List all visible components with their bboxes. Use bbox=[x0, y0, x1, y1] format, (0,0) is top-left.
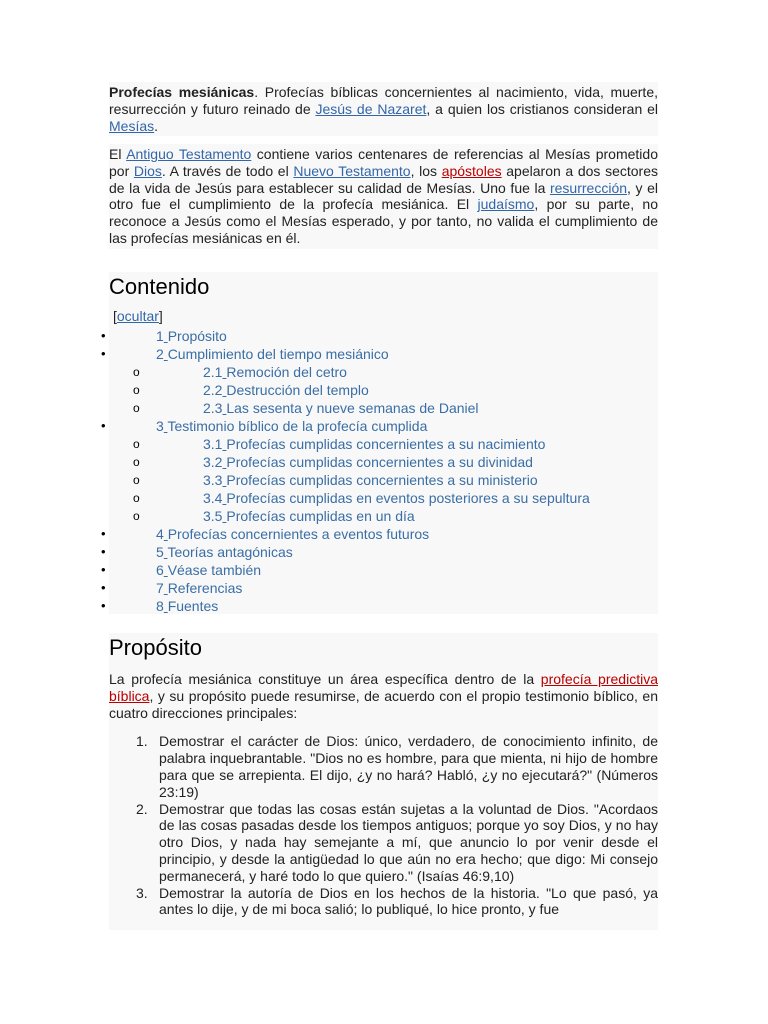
link-antiguo-testamento[interactable]: Antiguo Testamento bbox=[126, 146, 252, 162]
toc-item[interactable] bbox=[109, 471, 658, 489]
p2-text-1: El bbox=[109, 146, 127, 162]
toc-item-label bbox=[156, 543, 293, 561]
toc-item[interactable] bbox=[109, 507, 658, 525]
toc-item[interactable] bbox=[109, 453, 658, 471]
link-apostoles[interactable]: apóstoles bbox=[441, 162, 502, 179]
bullet-disc-icon: • bbox=[101, 544, 106, 559]
toc-item[interactable] bbox=[101, 345, 658, 363]
bullet-disc-icon: • bbox=[101, 328, 106, 343]
article-title: Profecías mesiánicas bbox=[109, 84, 255, 100]
bullet-disc-icon: • bbox=[101, 526, 106, 541]
toc-item[interactable] bbox=[109, 489, 658, 507]
purpose-item-number: 3. bbox=[136, 884, 148, 901]
bullet-disc-icon: • bbox=[101, 346, 106, 361]
toc-item-number: 8 bbox=[156, 598, 164, 614]
intro-paragraph-block bbox=[109, 82, 658, 136]
toc-item-label bbox=[156, 525, 429, 543]
toc-item-text: Fuentes bbox=[167, 598, 219, 614]
p2-text-4: , los bbox=[410, 162, 442, 179]
toc-item[interactable] bbox=[101, 561, 658, 579]
table-of-contents bbox=[101, 272, 658, 614]
bullet-circle-icon: o bbox=[133, 473, 140, 487]
p2-text-6: , y el otro fue el cumplimiento de la profecía mesiánica. El bbox=[109, 179, 658, 213]
toc-toggle-open: [ bbox=[113, 308, 117, 324]
link-judaismo[interactable]: judaísmo bbox=[477, 196, 535, 213]
purpose-list-item bbox=[109, 733, 658, 800]
proposito-text-2: , y su propósito puede resumirse, de acuerdo con el propio testimonio bíblico, en cuatro direcciones principales: bbox=[109, 687, 658, 721]
bullet-disc-icon: • bbox=[101, 418, 106, 433]
toc-item-number: 7 bbox=[156, 580, 164, 596]
toc-item-text: Destrucción del templo bbox=[226, 382, 369, 398]
purpose-item-number: 1. bbox=[136, 733, 148, 750]
toc-item-number: 3 bbox=[156, 418, 164, 434]
intro-paragraph bbox=[109, 82, 658, 136]
toc-item-text: Profecías cumplidas en eventos posteriores a su sepultura bbox=[226, 490, 590, 506]
toc-item-label bbox=[156, 561, 261, 579]
p2-text-3: . A través de todo el bbox=[161, 162, 294, 179]
toc-item-number: 3.5 bbox=[203, 508, 223, 524]
second-paragraph bbox=[109, 144, 658, 249]
toc-item-label bbox=[203, 381, 369, 399]
link-nuevo-testamento[interactable]: Nuevo Testamento bbox=[293, 162, 411, 179]
purpose-item-text: Demostrar la autoría de Dios en los hechos de la historia. "Lo que pasó, ya antes lo dije, y de mi boca salió; lo publiqué, lo hice pronto, y fue bbox=[159, 884, 658, 918]
toc-item-text: Propósito bbox=[167, 328, 227, 344]
toc-item[interactable] bbox=[101, 543, 658, 561]
toc-item-label bbox=[203, 471, 538, 489]
second-paragraph-block bbox=[109, 144, 658, 249]
toc-item-number: 3.2 bbox=[203, 454, 223, 470]
toc-item-number: 5 bbox=[156, 544, 164, 560]
bullet-circle-icon: o bbox=[133, 383, 140, 397]
toc-item[interactable] bbox=[109, 435, 658, 453]
toc-item-label bbox=[156, 579, 242, 597]
intro-text-3: . bbox=[154, 117, 159, 134]
toc-item-label bbox=[203, 435, 545, 453]
proposito-heading: Propósito bbox=[109, 635, 202, 660]
proposito-paragraph bbox=[109, 669, 658, 723]
toc-item-label bbox=[203, 507, 415, 525]
p2-text-7: , por su parte, no reconoce a Jesús como el Mesías esperado, y por tanto, no valida el cumplimiento de las profecías mesiánicas en él. bbox=[109, 196, 659, 246]
toc-item-text: Cumplimiento del tiempo mesiánico bbox=[167, 346, 389, 362]
toc-item-text: Profecías cumplidas concernientes a su ministerio bbox=[226, 472, 538, 488]
intro-text-1: . Profecías bíblicas concernientes al nacimiento, vida, muerte, resurrección y futuro reinado de bbox=[109, 84, 659, 117]
toc-toggle bbox=[109, 307, 658, 325]
toc-item-number: 2 bbox=[156, 346, 164, 362]
toc-item-text: Testimonio bíblico de la profecía cumplida bbox=[167, 418, 428, 434]
toc-hide-link[interactable]: ocultar bbox=[116, 308, 159, 324]
toc-item-number: 2.3 bbox=[203, 400, 223, 416]
bullet-circle-icon: o bbox=[133, 401, 140, 415]
toc-item-number: 6 bbox=[156, 562, 164, 578]
bullet-circle-icon: o bbox=[133, 491, 140, 505]
purpose-list-item bbox=[109, 801, 658, 885]
toc-item-label bbox=[203, 453, 533, 471]
toc-item-label bbox=[156, 345, 389, 363]
toc-item-text: Teorías antagónicas bbox=[167, 544, 293, 560]
link-resurreccion[interactable]: resurrección bbox=[549, 179, 628, 196]
bullet-disc-icon: • bbox=[101, 580, 106, 595]
toc-item-label bbox=[203, 489, 590, 507]
purpose-item-text: Demostrar el carácter de Dios: único, verdadero, de conocimiento infinito, de palabra inquebrantable. "Dios no es hombre, para que mienta, ni hijo de hombre para que se arrepienta. El dijo, ¿y no hará? Habló, ¿y no ejecutará?" (Números 23:19) bbox=[159, 733, 658, 800]
intro-text-2: , a quien los cristianos consideran el bbox=[426, 100, 658, 117]
toc-item-text: Profecías cumplidas concernientes a su nacimiento bbox=[226, 436, 546, 452]
toc-heading: Contenido bbox=[109, 274, 210, 299]
p2-text-2: contiene varios centenares de referencias al Mesías prometido por bbox=[109, 146, 658, 179]
bullet-disc-icon: • bbox=[101, 562, 106, 577]
toc-item-label bbox=[156, 327, 227, 345]
toc-item-text: Las sesenta y nueve semanas de Daniel bbox=[226, 400, 479, 416]
toc-item-label bbox=[203, 363, 347, 381]
toc-item-label bbox=[203, 399, 479, 417]
toc-item-number: 3.4 bbox=[203, 490, 223, 506]
purpose-item-number: 2. bbox=[136, 800, 148, 817]
toc-item-label bbox=[156, 417, 427, 435]
proposito-section bbox=[109, 633, 658, 930]
bullet-circle-icon: o bbox=[133, 437, 140, 451]
toc-item[interactable] bbox=[101, 579, 658, 597]
toc-item[interactable] bbox=[101, 417, 658, 435]
p2-text-5: apelaron a dos sectores de la vida de Jesús para establecer su calidad de Mesías. Uno fue la bbox=[109, 162, 658, 196]
link-mesias[interactable]: Mesías bbox=[109, 117, 155, 134]
toc-item-number: 3.3 bbox=[203, 472, 223, 488]
toc-item-text: Profecías concernientes a eventos futuros bbox=[167, 526, 430, 542]
bullet-circle-icon: o bbox=[133, 509, 140, 523]
toc-item-number: 4 bbox=[156, 526, 164, 542]
link-profecia-predictiva-biblica[interactable]: profecía predictiva bíblica bbox=[109, 671, 658, 704]
toc-item[interactable] bbox=[101, 597, 658, 615]
toc-toggle-close: ] bbox=[158, 308, 163, 324]
purpose-list bbox=[109, 733, 658, 918]
toc-item-text: Referencias bbox=[167, 580, 243, 596]
bullet-disc-icon: • bbox=[101, 598, 106, 613]
link-jesus-de-nazaret[interactable]: Jesús de Nazaret bbox=[315, 100, 427, 117]
toc-item-text: Profecías cumplidas concernientes a su divinidad bbox=[226, 454, 533, 470]
toc-list bbox=[101, 327, 658, 615]
toc-item-text: Remoción del cetro bbox=[226, 364, 347, 380]
bullet-circle-icon: o bbox=[133, 455, 140, 469]
link-dios[interactable]: Dios bbox=[133, 162, 162, 179]
toc-item[interactable] bbox=[109, 399, 658, 417]
purpose-item-text: Demostrar que todas las cosas están sujetas a la voluntad de Dios. "Acordaos de las cosas pasadas desde los tiempos antiguos; porque yo soy Dios, y no hay otro Dios, y nada hay semejante a mí, que anuncio lo por venir desde el principio, y desde la antigüedad lo que aún no era hecho; que digo: Mi consejo permanecerá, y haré todo lo que quiero." (Isaías 46:9,10) bbox=[159, 800, 658, 884]
toc-item[interactable] bbox=[101, 525, 658, 543]
bullet-circle-icon: o bbox=[133, 365, 140, 379]
toc-item-number: 2.2 bbox=[203, 382, 223, 398]
toc-item-label bbox=[156, 597, 218, 615]
toc-item-text: Profecías cumplidas en un día bbox=[226, 508, 415, 524]
toc-item-number: 1 bbox=[156, 328, 164, 344]
purpose-list-item bbox=[109, 885, 658, 919]
toc-item-text: Véase también bbox=[167, 562, 262, 578]
toc-item[interactable] bbox=[101, 327, 658, 345]
toc-item-number: 2.1 bbox=[203, 364, 223, 380]
toc-item[interactable] bbox=[109, 381, 658, 399]
toc-item-number: 3.1 bbox=[203, 436, 223, 452]
proposito-text-1: La profecía mesiánica constituye un área específica dentro de la bbox=[109, 671, 541, 687]
toc-item[interactable] bbox=[109, 363, 658, 381]
